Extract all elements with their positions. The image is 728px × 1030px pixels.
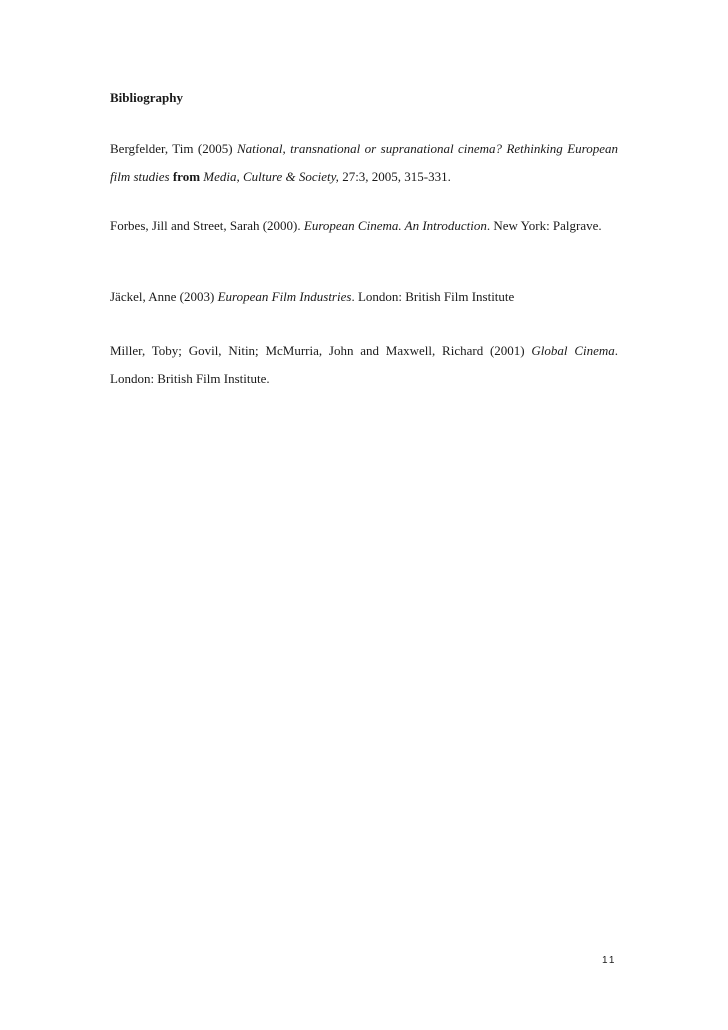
- entry-author-year: Forbes, Jill and Street, Sarah (2000).: [110, 218, 304, 233]
- entry-title: Global Cinema: [531, 343, 615, 358]
- entry-title: National, transnational or supranational cinema? Rethinking European film studies: [110, 141, 618, 184]
- bibliography-entry-jackel: [110, 283, 618, 311]
- entry-journal: Media, Culture & Society,: [203, 169, 339, 184]
- bibliography-entry-miller: [110, 337, 618, 393]
- entry-details: . London: British Film Institute: [351, 289, 515, 304]
- entry-author-year: Miller, Toby; Govil, Nitin; McMurria, John and Maxwell, Richard (2001): [110, 343, 532, 358]
- bibliography-heading: Bibliography: [110, 90, 183, 105]
- page-number: 11: [602, 955, 617, 966]
- entry-connector: from: [169, 169, 204, 184]
- entry-details: . New York: Palgrave.: [486, 218, 602, 233]
- entry-title: European Film Industries: [217, 289, 352, 304]
- entry-details: 27:3, 2005, 315-331.: [338, 169, 451, 184]
- entry-details: . London: British Film Institute.: [110, 343, 619, 386]
- entry-title: European Cinema. An Introduction: [303, 218, 487, 233]
- entry-author-year: Jäckel, Anne (2003): [110, 289, 218, 304]
- bibliography-entry-bergfelder: [110, 135, 618, 191]
- entry-author-year: Bergfelder, Tim (2005): [110, 141, 237, 156]
- bibliography-entry-forbes: [110, 212, 618, 240]
